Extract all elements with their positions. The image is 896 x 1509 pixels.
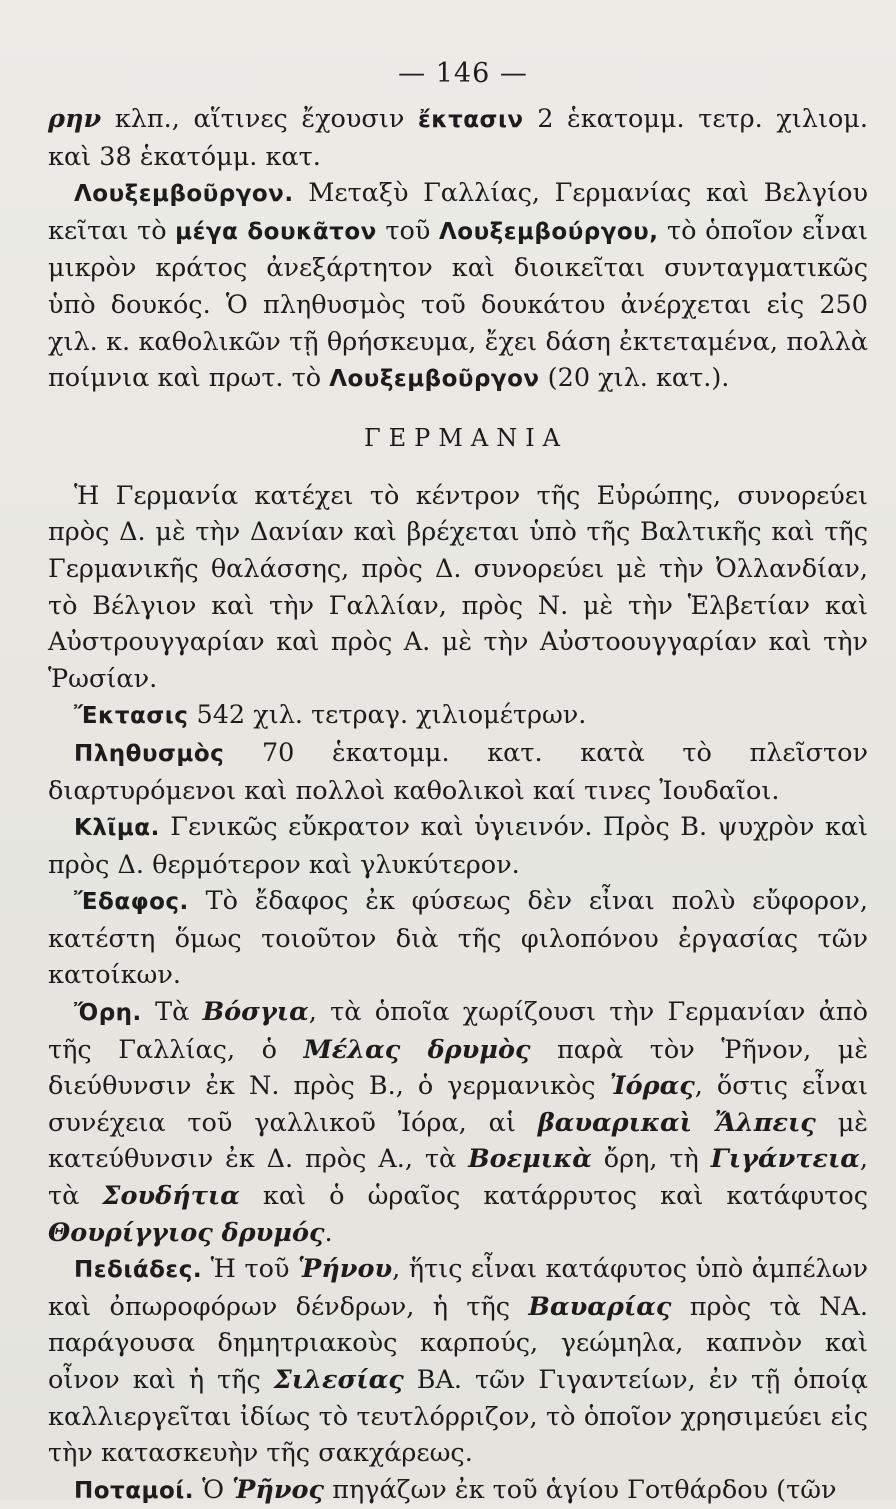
paragraph-plains: [48, 1251, 868, 1472]
paragraph-area-continuation: [48, 101, 868, 175]
text-run: Μεταξὺ Γαλλίας, Γερμανίας καὶ Βελγίου κεῖται τὸ: [48, 178, 868, 246]
text-run: , ἥτις εἶναι κατάφυτος ὑπὸ ἀμπέλων καὶ ὀπωροφόρων δένδρων, ἡ τῆς: [48, 1254, 868, 1322]
emphasized-term: Σουδήτια: [102, 1181, 240, 1212]
text-run: τὸ ὁποῖον εἶναι μικρὸν κράτος ἀνεξάρτητον καὶ διοικεῖται συνταγματικῶς ὑπὸ δουκός. Ὁ πληθυσμὸς τοῦ δουκάτου ἀνέρχεται εἰς 250 χιλ. κ. καθολικῶν τῇ θρήσκευμα, ἔχει δάση ἐκτεταμένα, πολλὰ ποίμνια καὶ πρωτ. τὸ: [48, 215, 868, 394]
text-run: Ὁ: [193, 1474, 233, 1505]
bold-heading: Λουξεμβοῦργον: [329, 366, 540, 393]
paragraph-population: [48, 735, 868, 809]
text-run: ΒΑ. τῶν Γιγαντείων, ἐν τῇ ὁποίᾳ καλλιεργεῖται ἰδίως τὸ τευτλόρριζον, τὸ ὁποῖον χρησιμεύει εἰς τὴν κατασκευὴν τῆς σακχάρεως.: [48, 1365, 868, 1469]
text-run: 2 ἑκατομμ. τετρ. χιλιομ. καὶ 38 ἑκατόμμ. κατ.: [48, 104, 868, 172]
bold-heading: ἔκτασιν: [417, 107, 524, 133]
paragraph-rivers: [48, 1472, 868, 1509]
text-run: κλπ., αἵτινες ἔχουσιν: [101, 104, 418, 134]
emphasized-term: βαυαρικαὶ Ἄλπεις: [537, 1107, 816, 1138]
text-run: Τὸ ἔδαφος ἐκ φύσεως δὲν εἶναι πολὺ εὔφορον, κατέστη ὅμως τοιοῦτον διὰ τῆς φιλοπόνου ἐργασίας τῶν κατοίκων.: [48, 886, 868, 991]
text-run: Τὰ: [141, 997, 203, 1028]
bold-heading: Ἔκτασις: [74, 703, 189, 730]
bold-heading: Ἔδαφος.: [74, 889, 189, 916]
text-run: πηγάζων ἐκ τοῦ ἁγίου Γοτθάρδου (τῶν: [324, 1474, 837, 1505]
paragraph-mountains: [48, 994, 868, 1251]
emphasized-term: Γιγάντεια: [710, 1144, 860, 1175]
emphasized-term: Ῥῆνος: [232, 1474, 325, 1505]
section-title: ΓΕΡΜΑΝΙΑ: [363, 423, 569, 452]
paragraph-luxembourg: [48, 175, 868, 398]
bold-heading: Λουξεμβούργου,: [438, 218, 659, 245]
text-run: τοῦ: [376, 215, 439, 246]
bold-heading: Λουξεμβοῦργον.: [74, 181, 294, 208]
bold-heading: Πληθυσμὸς: [74, 740, 225, 767]
emphasized-term: Βόσγια: [202, 997, 309, 1028]
paragraph-germany-borders: [48, 478, 868, 698]
emphasized-term: Βαυαρίας: [528, 1291, 672, 1322]
text-run: Γενικῶς εὔκρατον καὶ ὑγιεινόν. Πρὸς Β. ψυχρὸν καὶ πρὸς Δ. θερμότερον καὶ γλυκύτερον.: [48, 812, 868, 880]
text-run: πρὸς τὰ ΝΑ. παράγουσα δημητριακοὺς καρπούς, γεώμηλα, καπνὸν καὶ οἶνον καὶ ἡ τῆς: [48, 1291, 868, 1395]
emphasized-term: Ἰόρας: [609, 1071, 695, 1102]
text-run: 70 ἑκατομμ. κατ. κατὰ τὸ πλεῖστον διαρτυρόμενοι καὶ πολλοὶ καθολικοὶ καί τινες Ἰουδαῖοι.: [48, 737, 868, 806]
text-run: (20 χιλ. κατ.).: [539, 363, 730, 394]
text-run: ὄρη, τὴ: [591, 1144, 711, 1175]
emphasized-term: Μέλας δρυμὸς: [303, 1034, 531, 1065]
bold-heading: Ποταμοί.: [74, 1477, 194, 1504]
emphasized-term: ρην: [48, 104, 102, 134]
text-run: μὲ κατεύθυνσιν ἐκ Δ. πρὸς Α., τὰ: [48, 1107, 868, 1175]
paragraph-soil: [48, 883, 868, 994]
page-number: — 146 —: [398, 58, 528, 89]
bold-heading: Κλῖμα.: [74, 815, 160, 842]
text-run: , τὰ ὁποῖα χωρίζουσι τὴν Γερμανίαν ἀπὸ τῆς Γαλλίας, ὁ: [48, 997, 868, 1065]
emphasized-term: Σιλεσίας: [273, 1365, 404, 1395]
text-run: , τὰ: [48, 1144, 869, 1212]
text-run: καὶ ὁ ὡραῖος κατάρρυτος καὶ κατάφυτος: [239, 1181, 868, 1212]
text-run: .: [324, 1217, 333, 1248]
paragraph-climate: [48, 809, 868, 883]
paragraph-area: [48, 697, 868, 735]
bold-heading: Ὄρη.: [74, 1000, 142, 1027]
text-run: 542 χιλ. τετραγ. χιλιομέτρων.: [188, 700, 587, 731]
text-run: , ὅστις εἶναι συνέχεια τοῦ γαλλικοῦ Ἰόρα, αἱ: [48, 1071, 868, 1138]
bold-heading: Πεδιάδες.: [74, 1257, 203, 1284]
text-run: παρὰ τὸν Ῥῆνον, μὲ διεύθυνσιν ἐκ Ν. πρὸς Β., ὁ γερμανικὸς: [48, 1034, 868, 1102]
emphasized-term: Ῥήνου: [298, 1254, 393, 1285]
bold-heading: μέγα δουκᾶτον: [175, 218, 377, 245]
emphasized-term: Βοεμικὰ: [468, 1144, 592, 1175]
emphasized-term: Θουρίγγιος δρυμός: [48, 1217, 325, 1248]
text-run: Ἡ Γερμανία κατέχει τὸ κέντρον τῆς Εὐρώπης, συνορεύει πρὸς Δ. μὲ τὴν Δανίαν καὶ βρέχεται ὑπὸ τῆς Βαλτικῆς καὶ τῆς Γερμανικῆς θαλάσσης, πρὸς Δ. συνορεύει μὲ τὴν Ὀλλανδίαν, τὸ Βέλγιον καὶ τὴν Γαλλίαν, πρὸς Ν. μὲ τὴν Ἑλβετίαν καὶ Αὐστρουγγαρίαν καὶ πρὸς Α. μὲ τὴν Αὐστοουγγαρίαν καὶ τὴν Ῥωσίαν.: [48, 480, 868, 694]
text-run: Ἡ τοῦ: [202, 1254, 298, 1285]
